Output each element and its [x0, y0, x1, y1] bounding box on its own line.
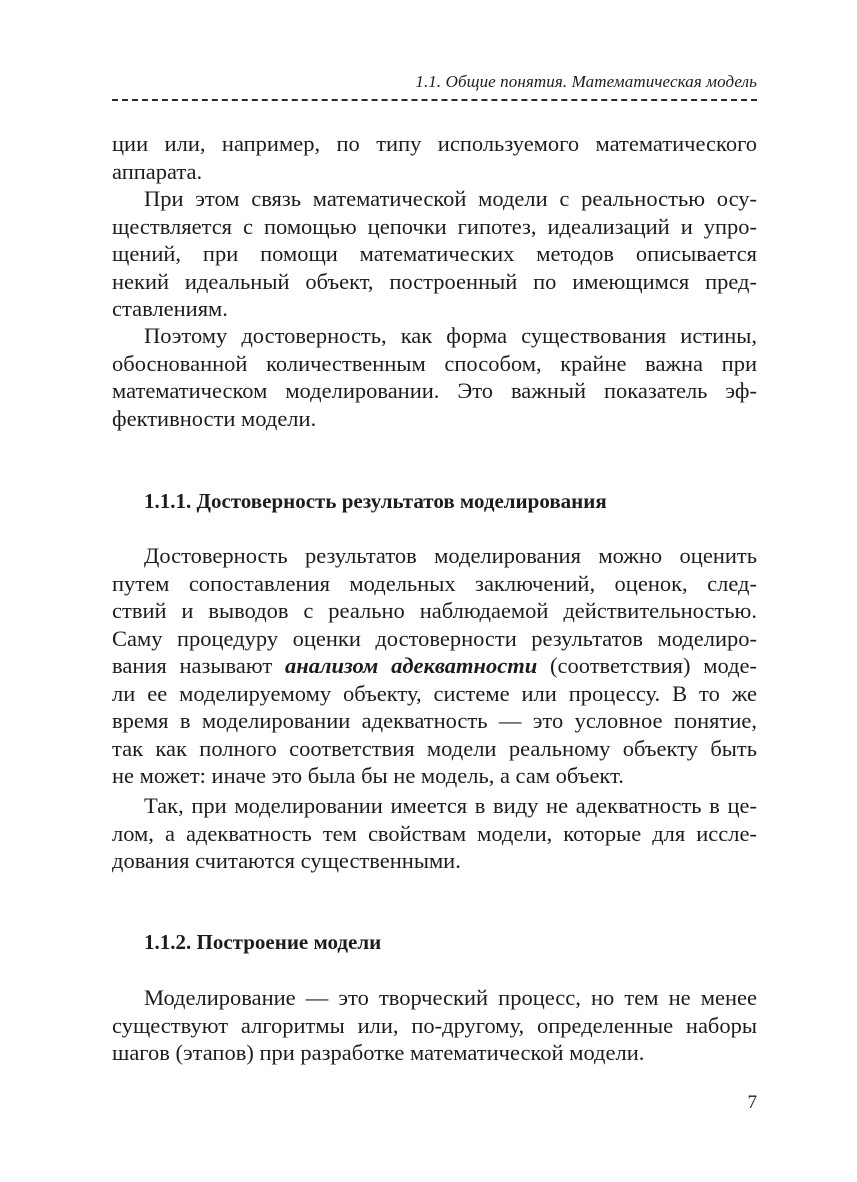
text-line: Так, при моделировании имеется в виду не адекватность в це-: [144, 793, 757, 818]
text-line: щений, при помощи математических методов описывается: [112, 241, 757, 266]
text-line: фективности модели.: [112, 405, 317, 431]
text-line: не может: иначе это была бы не модель, а сам объект.: [112, 763, 624, 788]
header-rule: [112, 99, 757, 101]
text-line: шагов (этапов) при разработке математической модели.: [112, 1040, 645, 1065]
text-line: Достоверность результатов моделирования можно оценить: [144, 543, 757, 568]
text-line: ствий и выводов с реально наблюдаемой действительностью.: [112, 598, 757, 623]
running-head: 1.1. Общие понятия. Математическая модель: [415, 72, 757, 91]
text-line: Моделирование — это творческий процесс, но тем не менее: [144, 985, 757, 1010]
text-line: лом, а адекватность тем свойствам модели, которые для иссле-: [112, 820, 757, 846]
text-line: дования считаются существенными.: [112, 848, 461, 873]
paragraph-adequacy-properties: [112, 792, 757, 875]
paragraph-modeling-process: [112, 984, 757, 1067]
paragraph-continuation: [112, 130, 757, 185]
text-line: ставлениям.: [112, 296, 228, 321]
text-line: путем сопоставления модельных заключений, оценок, след-: [112, 570, 757, 596]
section-heading-reliability: 1.1.1. Достоверность результатов моделирования: [144, 489, 607, 513]
text-line: так как полного соответствия модели реальному объекту быть: [112, 735, 757, 761]
paragraph-reliability: [112, 322, 757, 432]
text-line: аппарата.: [112, 158, 203, 184]
page-number: 7: [747, 1092, 757, 1113]
text-line: [112, 652, 757, 680]
text-line: время в моделировании адекватность — это условное понятие,: [112, 708, 757, 733]
emphasized-term: анализом адекватности: [284, 653, 538, 678]
text-line: ществляется с помощью цепочки гипотез, идеализаций и упро-: [112, 213, 757, 239]
paragraph-model-reality: [112, 185, 757, 323]
text-line: некий идеальный объект, построенный по имеющимся пред-: [112, 268, 757, 294]
text-line: ли ее моделируемому объекту, системе или процессу. В то же: [112, 680, 757, 706]
text-line: ции или, например, по типу используемого математического: [112, 131, 757, 156]
text-fragment: (соответствия) моде-: [550, 653, 758, 678]
paragraph-adequacy: [112, 542, 757, 790]
text-fragment: вания называют: [112, 653, 273, 678]
text-line: При этом связь математической модели с реальностью осу-: [144, 186, 757, 211]
text-line: математическом моделировании. Это важный показатель эф-: [112, 378, 757, 403]
text-line: Поэтому достоверность, как форма существования истины,: [144, 323, 757, 348]
text-line: существуют алгоритмы или, по-другому, определенные наборы: [112, 1012, 757, 1038]
section-heading-model-building: 1.1.2. Построение модели: [144, 930, 382, 954]
text-line: обоснованной количественным способом, крайне важна при: [112, 350, 757, 376]
text-line: Саму процедуру оценки достоверности результатов моделиро-: [112, 625, 757, 651]
